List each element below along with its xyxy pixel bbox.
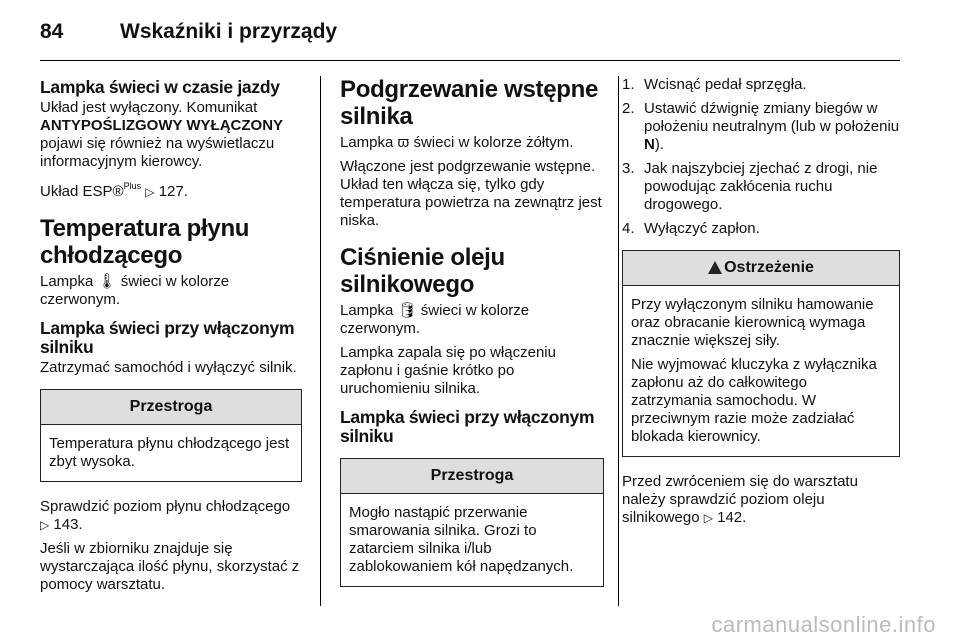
page-ref-link[interactable]: 127. bbox=[158, 183, 188, 200]
warning-box bbox=[622, 250, 900, 457]
page-reference-icon: ▷ bbox=[703, 511, 713, 525]
column-2 bbox=[340, 76, 604, 603]
list-item bbox=[622, 220, 900, 238]
text: świeci w kolorze czerwonym. bbox=[340, 302, 530, 337]
text: świeci w kolorze czerwonym. bbox=[40, 273, 230, 308]
page-ref-link[interactable]: 142. bbox=[717, 509, 747, 526]
text: Sprawdzić poziom płynu chłodzącego bbox=[40, 498, 291, 515]
steps-list bbox=[622, 76, 900, 238]
column-3 bbox=[622, 76, 900, 533]
caution-box-2 bbox=[340, 458, 604, 587]
page-number: 84 bbox=[40, 20, 64, 43]
warning-text-2: Nie wyjmować kluczyka z wyłącznika zapłonu aż do całkowitego zatrzymania samochodu. W przeciwnym razie może zadziałać blokada kierownicy. bbox=[631, 356, 877, 445]
text: Lampka bbox=[340, 134, 394, 151]
section-heading-coolant: Temperatura płynu chłodzącego bbox=[40, 215, 250, 269]
list-item bbox=[622, 76, 900, 94]
step-number: 2. bbox=[622, 100, 635, 117]
column-divider-2 bbox=[618, 76, 619, 606]
caution-title-2: Przestroga bbox=[341, 459, 603, 494]
step-number: 3. bbox=[622, 160, 635, 177]
superscript-plus: Plus bbox=[123, 181, 142, 191]
paragraph-oil-lamp bbox=[340, 302, 604, 338]
section-heading-lamp-engine-on: Lampka świeci przy włączonym silniku bbox=[40, 318, 295, 357]
glow-plug-icon: ϖ bbox=[397, 134, 410, 151]
header-rule bbox=[40, 60, 900, 61]
page-header bbox=[40, 18, 900, 58]
step-text: ). bbox=[654, 136, 665, 153]
paragraph-esp-ref bbox=[40, 177, 302, 201]
paragraph-check-oil bbox=[622, 473, 900, 527]
paragraph-check-coolant bbox=[40, 498, 302, 534]
caution-text: Temperatura płynu chłodzącego jest zbyt wysoka. bbox=[49, 435, 290, 470]
warning-title bbox=[623, 251, 899, 286]
text: Układ ESP® bbox=[40, 183, 124, 200]
text: Lampka bbox=[340, 302, 394, 319]
paragraph-system-off bbox=[40, 99, 302, 171]
step-text: Wyłączyć zapłon. bbox=[644, 220, 760, 237]
text: świeci w kolorze żółtym. bbox=[413, 134, 574, 151]
gear-letter: N bbox=[644, 136, 655, 153]
section-heading-preheating: Podgrzewanie wstępne silnika bbox=[340, 76, 599, 130]
step-number: 4. bbox=[622, 220, 635, 237]
caution-body-2 bbox=[341, 494, 603, 586]
page-ref-link[interactable]: 143. bbox=[53, 516, 83, 533]
paragraph-glow-lamp bbox=[340, 134, 604, 152]
list-item bbox=[622, 160, 900, 214]
page-reference-icon: ▷ bbox=[40, 518, 50, 532]
coolant-temperature-icon: 🌡 bbox=[97, 273, 117, 290]
text: Przed zwróceniem się do warsztatu należy sprawdzić poziom oleju silnikowego bbox=[622, 473, 858, 526]
section-heading-lamp-driving: Lampka świeci w czasie jazdy bbox=[40, 77, 280, 97]
caution-text-2: Mogło nastąpić przerwanie smarowania silnika. Grozi to zatarciem silnika i/lub zablokowaniem kół napędzanych. bbox=[349, 504, 574, 575]
oil-pressure-icon: 🛢 bbox=[397, 302, 417, 319]
step-text: Jak najszybciej zjechać z drogi, nie powodując zakłócenia ruchu drogowego. bbox=[644, 160, 878, 213]
section-heading-lamp-engine-on-2: Lampka świeci przy włączonym silniku bbox=[340, 407, 595, 446]
caution-body bbox=[41, 425, 301, 481]
step-text: Wcisnąć pedał sprzęgła. bbox=[644, 76, 807, 93]
step-text: Ustawić dźwignię zmiany biegów w położeniu neutralnym (lub w położeniu bbox=[644, 100, 900, 135]
column-divider-1 bbox=[320, 76, 321, 606]
warning-triangle-icon bbox=[708, 261, 722, 274]
page-title: Wskaźniki i przyrządy bbox=[120, 20, 338, 43]
section-heading-oil-pressure: Ciśnienie oleju silnikowego bbox=[340, 244, 505, 298]
list-item bbox=[622, 100, 900, 154]
warning-title-text: Ostrzeżenie bbox=[724, 259, 814, 276]
warning-body bbox=[623, 286, 899, 456]
paragraph-preheating: Włączone jest podgrzewanie wstępne. Układ ten włącza się, tylko gdy temperatura powietrza na zewnątrz jest niska. bbox=[340, 158, 602, 229]
text: pojawi się również na wyświetlaczu informacyjnym kierowcy. bbox=[40, 135, 275, 170]
paragraph-coolant-lamp bbox=[40, 273, 302, 309]
column-1 bbox=[40, 76, 302, 600]
caution-title: Przestroga bbox=[41, 390, 301, 425]
warning-text-1: Przy wyłączonym silniku hamowanie oraz obracanie kierownicą wymaga znacznie większej siły. bbox=[631, 296, 874, 349]
paragraph-workshop: Jeśli w zbiorniku znajduje się wystarczająca ilość płynu, skorzystać z pomocy warsztatu. bbox=[40, 540, 300, 593]
step-number: 1. bbox=[622, 76, 635, 93]
watermark: carmanualsonline.info bbox=[711, 612, 936, 637]
text: Układ jest wyłączony. Komunikat bbox=[40, 99, 258, 116]
caution-box bbox=[40, 389, 302, 482]
paragraph-oil-lamp-behavior: Lampka zapala się po włączeniu zapłonu i gaśnie krótko po uruchomieniu silnika. bbox=[340, 344, 556, 397]
page-reference-icon: ▷ bbox=[145, 185, 155, 199]
message-text: ANTYPOŚLIZGOWY WYŁĄCZONY bbox=[40, 117, 284, 134]
paragraph-stop-car: Zatrzymać samochód i wyłączyć silnik. bbox=[40, 359, 297, 376]
text: Lampka bbox=[40, 273, 94, 290]
